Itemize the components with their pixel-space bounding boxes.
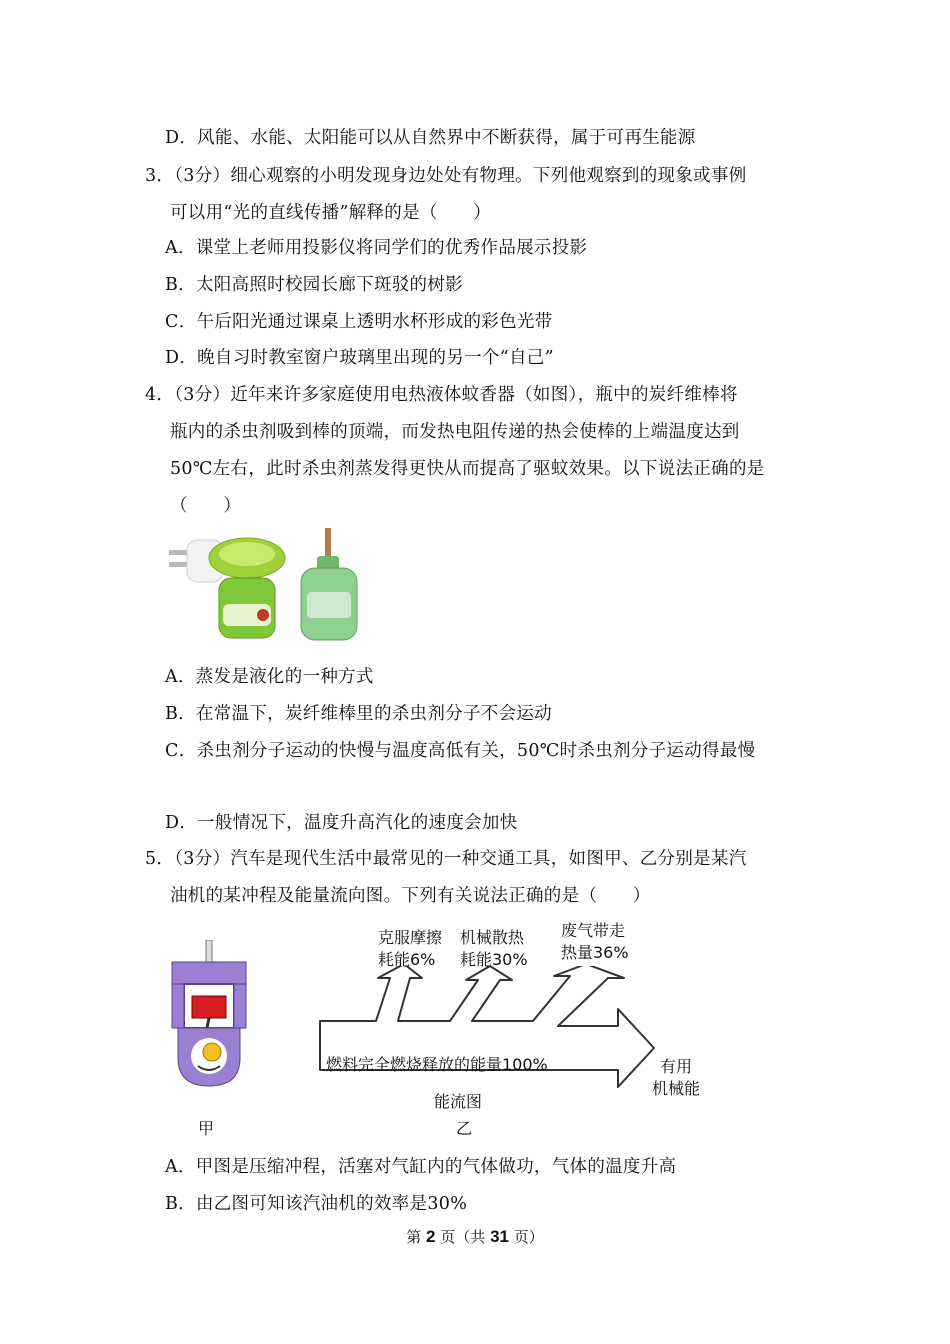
question-4-stem-line-3: 50℃左右，此时杀虫剂蒸发得更快从而提高了驱蚊效果。以下说法正确的是 bbox=[170, 459, 765, 479]
question-3-option-b: B．太阳高照时校园长廊下斑驳的树影 bbox=[165, 275, 463, 295]
figure-label-jia: 甲 bbox=[198, 1119, 215, 1138]
question-4-option-b: B．在常温下，炭纤维棒里的杀虫剂分子不会运动 bbox=[165, 704, 552, 724]
footer-total-pages: 31 bbox=[490, 1227, 509, 1246]
flow-label-useful-2: 机械能 bbox=[652, 1079, 701, 1098]
question-4-option-c: C．杀虫剂分子运动的快慢与温度高低有关，50℃时杀虫剂分子运动得最慢 bbox=[165, 741, 756, 761]
figure-label-yi: 乙 bbox=[456, 1119, 473, 1138]
question-5-stem-line-1: 5．（3分）汽车是现代生活中最常见的一种交通工具，如图甲、乙分别是某汽 bbox=[145, 849, 747, 869]
question-5-option-a: A．甲图是压缩冲程，活塞对气缸内的气体做功，气体的温度升高 bbox=[165, 1157, 677, 1177]
flow-label-friction-2: 耗能6% bbox=[378, 950, 436, 969]
footer-mid: 页（共 bbox=[440, 1228, 486, 1246]
question-5-stem-line-2: 油机的某冲程及能量流向图。下列有关说法正确的是（ ） bbox=[170, 886, 651, 906]
question-4-option-d: D．一般情况下，温度升高汽化的速度会加快 bbox=[165, 813, 518, 833]
question-5-option-b: B．由乙图可知该汽油机的效率是30% bbox=[165, 1194, 468, 1214]
footer-suffix: 页） bbox=[513, 1228, 544, 1246]
question-3-option-a: A．课堂上老师用投影仪将同学们的优秀作品展示投影 bbox=[165, 238, 588, 258]
question-2-option-d: D．风能、水能、太阳能可以从自然界中不断获得，属于可再生能源 bbox=[165, 128, 696, 148]
flow-caption: 能流图 bbox=[434, 1092, 483, 1111]
question-4-stem-line-2: 瓶内的杀虫剂吸到棒的顶端，而发热电阻传递的热会使棒的上端温度达到 bbox=[170, 422, 740, 442]
question-4-stem-line-4: （ ） bbox=[170, 496, 242, 516]
question-3-option-d: D．晚自习时教室窗户玻璃里出现的另一个“自己” bbox=[165, 348, 554, 368]
flow-label-friction-1: 克服摩擦 bbox=[378, 928, 443, 947]
flow-label-fuel: 燃料完全燃烧释放的能量100% bbox=[326, 1055, 548, 1074]
question-3-stem-line-1: 3．（3分）细心观察的小明发现身边处处有物理。下列他观察到的现象或事例 bbox=[145, 166, 747, 186]
flow-label-heat-1: 机械散热 bbox=[460, 928, 525, 947]
question-3-option-c: C．午后阳光通过课桌上透明水杯形成的彩色光带 bbox=[165, 312, 553, 332]
footer-prefix: 第 bbox=[406, 1228, 422, 1246]
energy-flow-diagram bbox=[318, 966, 658, 1106]
flow-label-heat-2: 耗能30% bbox=[460, 950, 528, 969]
footer-page-number: 2 bbox=[426, 1227, 436, 1246]
engine-cylinder-diagram bbox=[168, 940, 250, 1090]
page-footer bbox=[0, 1226, 950, 1247]
question-4-stem-line-1: 4．（3分）近年来许多家庭使用电热液体蚊香器（如图），瓶中的炭纤维棒将 bbox=[145, 385, 738, 405]
mosquito-repeller-image bbox=[165, 522, 365, 647]
question-3-stem-line-2: 可以用“光的直线传播”解释的是（ ） bbox=[170, 203, 492, 223]
flow-label-exhaust-1: 废气带走 bbox=[561, 921, 626, 940]
flow-label-useful-1: 有用 bbox=[660, 1057, 693, 1076]
flow-label-exhaust-2: 热量36% bbox=[561, 943, 629, 962]
question-4-option-a: A．蒸发是液化的一种方式 bbox=[165, 667, 374, 687]
